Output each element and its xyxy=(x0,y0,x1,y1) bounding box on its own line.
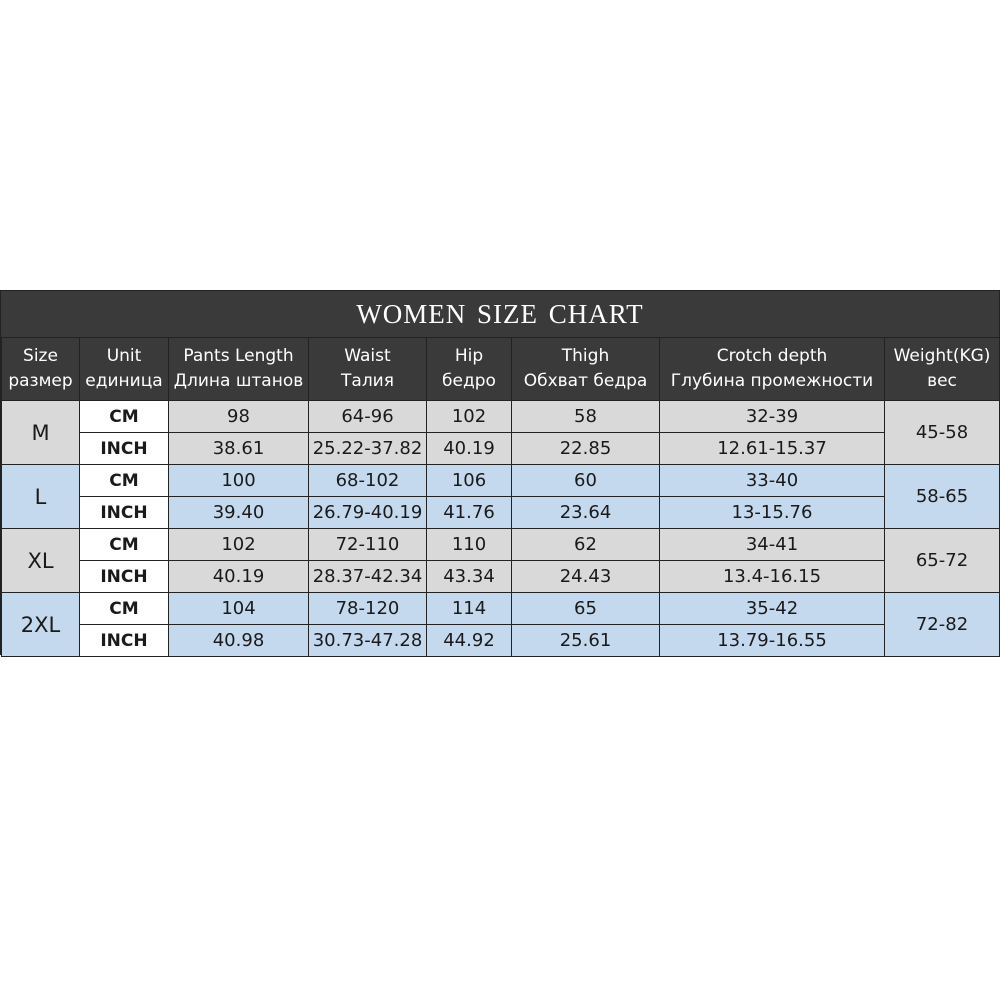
pants-length-cell: 38.61 xyxy=(169,433,309,465)
column-header-unit: Unit единица xyxy=(80,338,169,401)
waist-cell: 28.37-42.34 xyxy=(309,561,427,593)
thigh-cell: 60 xyxy=(512,465,660,497)
size-table xyxy=(1,337,1000,657)
crotch-depth-cell: 12.61-15.37 xyxy=(660,433,885,465)
table-row xyxy=(2,593,1000,625)
hip-cell: 40.19 xyxy=(427,433,512,465)
hip-cell: 41.76 xyxy=(427,497,512,529)
crotch-depth-cell: 32-39 xyxy=(660,401,885,433)
weight-cell: 72-82 xyxy=(885,593,1000,657)
unit-label: CM xyxy=(80,401,169,433)
pants-length-cell: 100 xyxy=(169,465,309,497)
waist-cell: 30.73-47.28 xyxy=(309,625,427,657)
table-row xyxy=(2,465,1000,497)
unit-label: INCH xyxy=(80,497,169,529)
unit-label: INCH xyxy=(80,625,169,657)
thigh-cell: 22.85 xyxy=(512,433,660,465)
hip-cell: 110 xyxy=(427,529,512,561)
pants-length-cell: 40.98 xyxy=(169,625,309,657)
pants-length-cell: 102 xyxy=(169,529,309,561)
column-header-crotch-depth: Crotch depth Глубина промежности xyxy=(660,338,885,401)
hip-cell: 106 xyxy=(427,465,512,497)
crotch-depth-cell: 13-15.76 xyxy=(660,497,885,529)
table-row xyxy=(2,625,1000,657)
thigh-cell: 23.64 xyxy=(512,497,660,529)
waist-cell: 25.22-37.82 xyxy=(309,433,427,465)
weight-cell: 58-65 xyxy=(885,465,1000,529)
header-row xyxy=(2,338,1000,401)
hip-cell: 102 xyxy=(427,401,512,433)
crotch-depth-cell: 13.4-16.15 xyxy=(660,561,885,593)
size-label: M xyxy=(2,401,80,465)
table-row xyxy=(2,433,1000,465)
unit-label: CM xyxy=(80,529,169,561)
waist-cell: 26.79-40.19 xyxy=(309,497,427,529)
hip-cell: 43.34 xyxy=(427,561,512,593)
hip-cell: 44.92 xyxy=(427,625,512,657)
weight-cell: 65-72 xyxy=(885,529,1000,593)
table-row xyxy=(2,497,1000,529)
hip-cell: 114 xyxy=(427,593,512,625)
table-row xyxy=(2,401,1000,433)
crotch-depth-cell: 33-40 xyxy=(660,465,885,497)
table-row xyxy=(2,561,1000,593)
column-header-weight: Weight(KG) вес xyxy=(885,338,1000,401)
size-chart xyxy=(0,290,1000,655)
unit-label: CM xyxy=(80,593,169,625)
column-header-size: Size размер xyxy=(2,338,80,401)
waist-cell: 72-110 xyxy=(309,529,427,561)
column-header-pants-length: Pants Length Длина штанов xyxy=(169,338,309,401)
thigh-cell: 65 xyxy=(512,593,660,625)
pants-length-cell: 104 xyxy=(169,593,309,625)
unit-label: INCH xyxy=(80,433,169,465)
waist-cell: 64-96 xyxy=(309,401,427,433)
weight-cell: 45-58 xyxy=(885,401,1000,465)
pants-length-cell: 39.40 xyxy=(169,497,309,529)
crotch-depth-cell: 35-42 xyxy=(660,593,885,625)
unit-label: INCH xyxy=(80,561,169,593)
thigh-cell: 24.43 xyxy=(512,561,660,593)
chart-title: WOMEN SIZE CHART xyxy=(1,291,999,337)
column-header-hip: Hip бедро xyxy=(427,338,512,401)
waist-cell: 68-102 xyxy=(309,465,427,497)
pants-length-cell: 98 xyxy=(169,401,309,433)
size-label: L xyxy=(2,465,80,529)
size-label: 2XL xyxy=(2,593,80,657)
thigh-cell: 62 xyxy=(512,529,660,561)
thigh-cell: 58 xyxy=(512,401,660,433)
table-row xyxy=(2,529,1000,561)
thigh-cell: 25.61 xyxy=(512,625,660,657)
crotch-depth-cell: 34-41 xyxy=(660,529,885,561)
waist-cell: 78-120 xyxy=(309,593,427,625)
unit-label: CM xyxy=(80,465,169,497)
size-label: XL xyxy=(2,529,80,593)
column-header-waist: Waist Талия xyxy=(309,338,427,401)
pants-length-cell: 40.19 xyxy=(169,561,309,593)
column-header-thigh: Thigh Обхват бедра xyxy=(512,338,660,401)
crotch-depth-cell: 13.79-16.55 xyxy=(660,625,885,657)
